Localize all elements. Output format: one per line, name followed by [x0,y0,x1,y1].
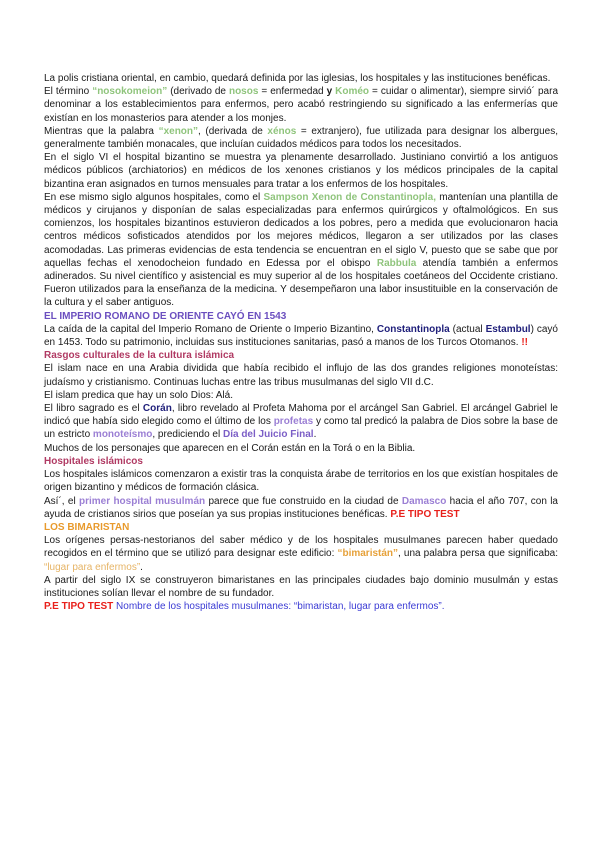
text: (actual [449,323,486,335]
text: ) cayó en 1453. Todo su patrimonio, incluidas sus instituciones sanitarias, pasó a manos de los Turcos Otomanos. [44,323,558,349]
term-lugar-para-enfermos: “lugar para enfermos” [44,561,141,573]
paragraph-polis: La polis cristiana oriental, en cambio, quedará definida por las iglesias, los hospitales y las instituciones benéficas. [44,73,551,84]
text: mantenían una plantilla de médicos y cirujanos y disponían de salas especializadas para enfermos quirúrgicos y oftalmológicos. En sus comienzos, los hospitales bizantinos estuvieron dedicados a los pobres, pero a medida que evolucionaron hacia centros médicos sofisticados atendidos por los mejores médicos, llegaron a ser utilizados por las clases acomodadas. Las primeras evidencias de esta tendencia se encuentran en el siglo V, puesto que se sabe que por aquellas fechas el xenodocheion fundado en Edessa por el obispo [44,191,558,269]
text: parece que fue construido en la ciudad de [205,495,402,507]
exclamation-mark: !! [521,337,528,349]
term-constantinopla: Constantinopla [376,323,450,335]
term-damasco: Damasco [401,495,447,507]
text: y como tal predicó la palabra de Dios sobre la base de un estricto [44,416,558,441]
text: = extranjero), fue utilizada para designar los albergues, generalmente también monacales, que incluían cuidados médicos para todos los necesitados. [44,125,558,151]
text: . [313,429,317,441]
text: En ese mismo siglo algunos hospitales, como el [44,191,264,203]
heading-bimaristan: LOS BIMARISTAN [44,521,130,533]
paragraph-siglo-vi: En el siglo VI el hospital bizantino se muestra ya plenamente desarrollado. Justiniano convirtió a los antiguos médicos públicos (archiatorios) en médicos de los xenones cristianos y los médicos principales de la capital bizantina eran asignados en turnos mensuales para tratar a los enfermos de los hospitales. [44,152,558,190]
text: atendía también a enfermos adinerados. Su nivel científico y asistencial es muy superior al de los hospitales coetáneos del Occidente cristiano. Fueron utilizados para la enseñanza de la medicina. Y desempeñaron una labor insustituible en la conservación de la cultura y el saber antiguos. [44,257,558,309]
heading-rasgos-culturales: Rasgos culturales de la cultura islámica [44,350,235,362]
term-xenos: xénos [267,125,297,137]
paragraph-sampson [44,191,558,310]
text: = cuidar o alimentar), siempre sirvió´ para denominar a los establecimientos para enfermos, pero acabó restringiendo su significado a las enfermerías que existían en los monasterios para atender a los monjes. [44,86,559,124]
term-xenon: “xenon” [158,125,199,137]
text-y: y [326,86,333,98]
text: La caída de la capital del Imperio Romano de Oriente o Imperio Bizantino, [44,323,377,335]
term-estambul: Estambul [485,323,531,335]
term-bimaristan: “bimaristán” [337,548,399,560]
paragraph-origenes [44,534,558,574]
text: hacia el año 707, con la ayuda de cristianos sirios que poseían ya sus propias instituciones benéficas. [44,495,558,520]
term-primer-hospital: primer hospital musulmán [79,495,206,507]
paragraph-hospitales-comenzaron: Los hospitales islámicos comenzaron a existir tras la conquista árabe de territorios en los que existían hospitales de origen bizantino y médicos de formación clásica. [44,469,558,494]
text: El libro sagrado es el [44,403,143,415]
text: Mientras que la palabra [44,125,159,137]
paragraph-personajes: Muchos de los personajes que aparecen en el Corán están en la Torá o en la Biblia. [44,442,416,454]
tipo-test-label: P.E TIPO TEST [390,508,460,520]
term-profetas: profetas [273,416,314,428]
tipo-test-label: P.E TIPO TEST [44,601,114,613]
paragraph-islam-nace: El islam nace en una Arabia dividida que había recibido el influjo de las dos grandes religiones monoteístas: judaísmo y cristianismo. Continuas luchas entre las tribus musulmanas del siglo VII d.C. [44,363,558,388]
paragraph-caida [44,323,558,349]
text: , prediciendo el [152,429,223,441]
heading-hospitales-islamicos: Hospitales islámicos [44,455,143,467]
paragraph-xenon [44,125,558,151]
term-sampson: Sampson Xenon de Constantinopla, [263,191,437,203]
paragraph-tipo-test-nombre [44,600,558,613]
text-nombre-hospitales: Nombre de los hospitales musulmanes: “bimaristan, lugar para enfermos”. [113,601,445,613]
paragraph-nosokomeion [44,85,558,125]
heading-imperio-romano: EL IMPERIO ROMANO DE ORIENTE CAYÓ EN 1543 [44,310,287,322]
text: Así´, el [44,495,79,507]
paragraph-coran [44,402,558,442]
term-rabbula: Rabbula [376,257,417,269]
paragraph-primer-hospital [44,495,558,521]
term-monoteismo: monoteísmo [92,429,153,441]
term-juicio-final: Día del Juicio Final [222,429,314,441]
paragraph-siglo-ix: A partir del siglo IX se construyeron bimaristanes en las principales ciudades bajo dominio musulmán y estas instituciones solían llevar el nombre de su fundador. [44,574,558,599]
text: El término [44,86,93,98]
text: , (derivada de [198,125,268,137]
term-coran: Corán [142,403,172,415]
term-komeo: Koméo [335,86,370,98]
text: (derivado de [167,86,229,98]
term-nosokomeion: “nosokomeion” [92,86,168,98]
document-page [44,72,558,613]
text: . [140,561,143,573]
text: , libro revelado al Profeta Mahoma por el arcángel San Gabriel. El arcángel Gabriel le indicó que había sido elegido como el último de los [44,403,558,428]
text: , una palabra persa que significaba: [398,548,558,560]
paragraph-solo-dios: El islam predica que hay un solo Dios: Alá. [44,389,233,401]
term-nosos: nosos [228,86,259,98]
text: Los orígenes persas-nestorianos del saber médico y de los hospitales musulmanes parecen haber quedado recogidos en el término que se utilizó para designar este edificio: [44,535,558,560]
text: = enfermedad [258,86,327,98]
